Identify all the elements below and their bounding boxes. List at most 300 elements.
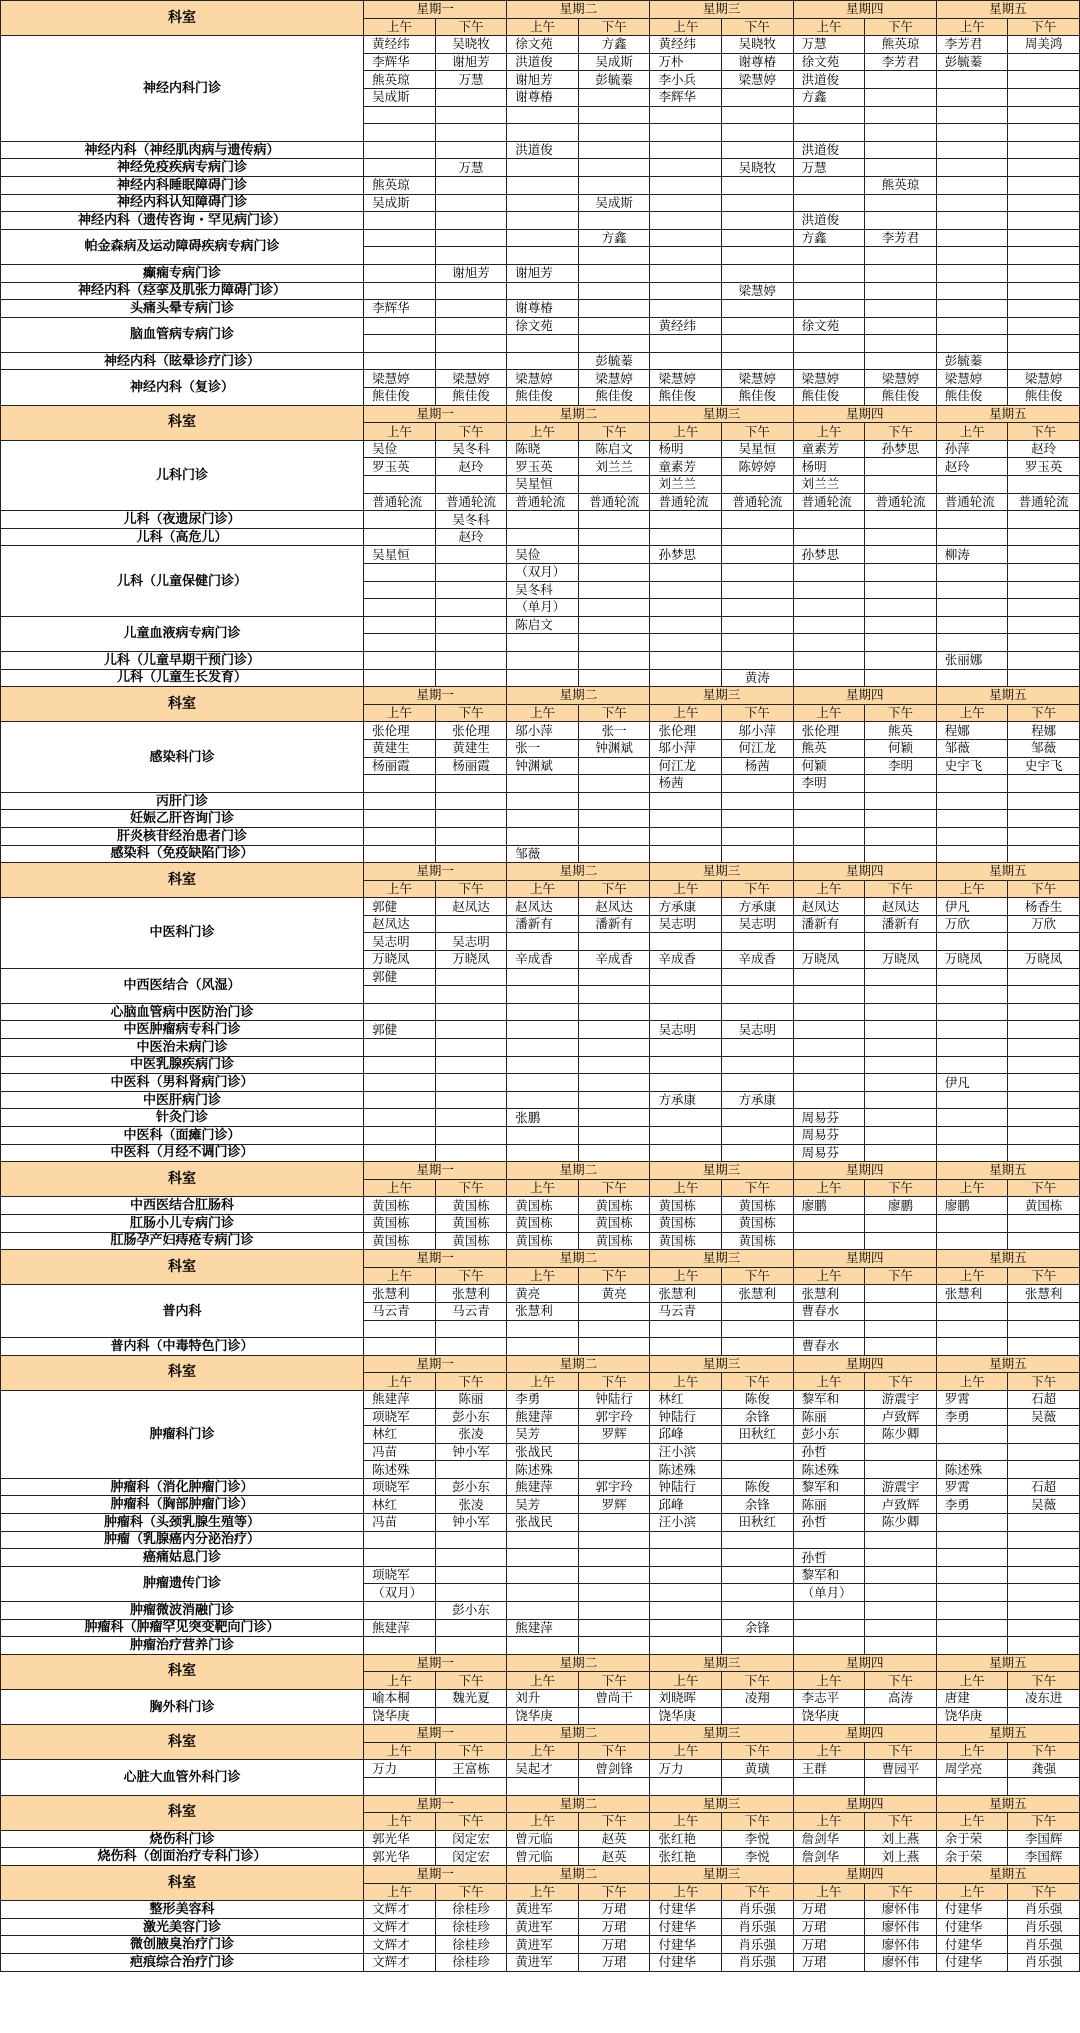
department-name: 儿童血液病专病门诊: [1, 616, 364, 651]
table-row: [1, 1232, 1080, 1250]
am-header: 上午: [364, 1883, 436, 1901]
doctor-cell: [865, 106, 937, 124]
doctor-cell: [650, 1619, 722, 1637]
doctor-cell: [435, 1707, 507, 1725]
doctor-cell: [578, 757, 650, 775]
day-header: 星期三: [650, 1725, 793, 1743]
doctor-cell: [865, 335, 937, 353]
doctor-cell: 吴薇: [1008, 1496, 1080, 1514]
doctor-cell: [793, 968, 865, 986]
day-header: 星期五: [936, 405, 1079, 423]
doctor-cell: [722, 827, 794, 845]
doctor-cell: 熊建萍: [507, 1408, 579, 1426]
doctor-cell: [650, 1338, 722, 1356]
pm-header: 下午: [578, 1267, 650, 1285]
section-header-row: [1, 687, 1080, 705]
doctor-cell: [1008, 1091, 1080, 1109]
doctor-cell: [364, 229, 436, 247]
doctor-cell: [722, 141, 794, 159]
day-header: 星期五: [936, 863, 1079, 881]
doctor-cell: [865, 1531, 937, 1549]
doctor-cell: 林红: [364, 1496, 436, 1514]
doctor-cell: [936, 124, 1008, 142]
doctor-cell: 黄国栋: [578, 1197, 650, 1215]
doctor-cell: [865, 1003, 937, 1021]
doctor-cell: [865, 845, 937, 863]
pm-header: 下午: [435, 1813, 507, 1831]
doctor-cell: 童素芳: [650, 458, 722, 476]
department-name: 神经内科（痉挛及肌张力障碍门诊）: [1, 282, 364, 300]
doctor-cell: 吴志明: [722, 915, 794, 933]
doctor-cell: 熊佳俊: [435, 388, 507, 406]
doctor-cell: [865, 1074, 937, 1092]
day-header: 星期一: [364, 863, 507, 881]
doctor-cell: 余锋: [722, 1496, 794, 1514]
doctor-cell: [435, 792, 507, 810]
doctor-cell: [578, 1127, 650, 1145]
doctor-cell: [793, 1074, 865, 1092]
doctor-cell: [364, 1777, 436, 1795]
am-header: 上午: [793, 1813, 865, 1831]
doctor-cell: [793, 581, 865, 599]
doctor-cell: [507, 352, 579, 370]
pm-header: 下午: [578, 704, 650, 722]
table-row: [1, 810, 1080, 828]
day-header: 星期一: [364, 1355, 507, 1373]
doctor-cell: 万晓凤: [435, 951, 507, 969]
department-name: 中医科（月经不调门诊）: [1, 1144, 364, 1162]
doctor-cell: 马云青: [364, 1302, 436, 1320]
doctor-cell: [936, 1302, 1008, 1320]
doctor-cell: [865, 511, 937, 529]
pm-header: 下午: [578, 1742, 650, 1760]
doctor-cell: 钟陆行: [650, 1478, 722, 1496]
doctor-cell: 吴星恒: [722, 440, 794, 458]
doctor-cell: 万晓凤: [364, 951, 436, 969]
doctor-cell: [435, 1144, 507, 1162]
doctor-cell: [793, 1003, 865, 1021]
doctor-cell: [435, 1549, 507, 1567]
department-name: 中医科（男科肾病门诊）: [1, 1074, 364, 1092]
doctor-cell: 熊英琼: [865, 36, 937, 54]
department-name: 神经内科（复诊）: [1, 370, 364, 405]
doctor-cell: [936, 300, 1008, 318]
doctor-cell: [1008, 1214, 1080, 1232]
doctor-cell: [936, 71, 1008, 89]
doctor-cell: 梁慧婷: [1008, 370, 1080, 388]
day-header: 星期一: [364, 1162, 507, 1180]
doctor-cell: [507, 1549, 579, 1567]
doctor-cell: 付建华: [650, 1936, 722, 1954]
doctor-cell: 梁慧婷: [936, 370, 1008, 388]
doctor-cell: 熊佳俊: [507, 388, 579, 406]
table-row: [1, 1936, 1080, 1954]
department-name: 整形美容科: [1, 1901, 364, 1919]
doctor-cell: [936, 1144, 1008, 1162]
department-name: 脑血管病专病门诊: [1, 317, 364, 352]
day-header: 星期二: [507, 1162, 650, 1180]
am-header: 上午: [936, 1267, 1008, 1285]
doctor-cell: 黄国栋: [578, 1214, 650, 1232]
doctor-cell: [1008, 1338, 1080, 1356]
day-header: 星期五: [936, 687, 1079, 705]
doctor-cell: [578, 651, 650, 669]
doctor-cell: 余于荣: [936, 1848, 1008, 1866]
doctor-cell: [865, 634, 937, 652]
section-header-row: [1, 1795, 1080, 1813]
doctor-cell: [578, 933, 650, 951]
doctor-cell: [722, 775, 794, 793]
doctor-cell: [650, 564, 722, 582]
doctor-cell: 邱峰: [650, 1496, 722, 1514]
table-row: [1, 36, 1080, 54]
doctor-cell: 付建华: [936, 1953, 1008, 1971]
pm-header: 下午: [722, 880, 794, 898]
doctor-cell: [865, 264, 937, 282]
doctor-cell: [1008, 71, 1080, 89]
doctor-cell: [1008, 511, 1080, 529]
doctor-cell: [364, 986, 436, 1004]
doctor-cell: [722, 986, 794, 1004]
doctor-cell: [1008, 1566, 1080, 1584]
doctor-cell: 谢尊椿: [507, 300, 579, 318]
doctor-cell: 万珺: [578, 1918, 650, 1936]
pm-header: 下午: [1008, 1883, 1080, 1901]
doctor-cell: 肖乐强: [722, 1953, 794, 1971]
doctor-cell: 黄亮: [578, 1285, 650, 1303]
doctor-cell: [1008, 1637, 1080, 1655]
doctor-cell: 张凌: [435, 1496, 507, 1514]
doctor-cell: [722, 247, 794, 265]
doctor-cell: [578, 1514, 650, 1532]
doctor-cell: 刘兰兰: [578, 458, 650, 476]
doctor-cell: [722, 212, 794, 230]
doctor-cell: [722, 1039, 794, 1057]
doctor-cell: 万慧: [435, 159, 507, 177]
doctor-cell: 梁慧婷: [507, 370, 579, 388]
doctor-cell: [865, 1777, 937, 1795]
doctor-cell: [364, 581, 436, 599]
department-name: 烧伤科门诊: [1, 1830, 364, 1848]
doctor-cell: [650, 1584, 722, 1602]
department-name: 儿科门诊: [1, 440, 364, 510]
doctor-cell: [865, 212, 937, 230]
doctor-cell: [364, 1338, 436, 1356]
doctor-cell: [865, 1109, 937, 1127]
doctor-cell: 李芳君: [865, 53, 937, 71]
doctor-cell: [507, 1531, 579, 1549]
doctor-cell: 刘升: [507, 1690, 579, 1708]
doctor-cell: [578, 986, 650, 1004]
doctor-cell: 潘新有: [793, 915, 865, 933]
doctor-cell: 普通轮流: [507, 493, 579, 511]
doctor-cell: 张一: [578, 722, 650, 740]
doctor-cell: 郭宇玲: [578, 1408, 650, 1426]
day-header: 星期二: [507, 1355, 650, 1373]
doctor-cell: 周学亮: [936, 1760, 1008, 1778]
doctor-cell: [936, 564, 1008, 582]
table-row: [1, 1338, 1080, 1356]
department-name: 心脏大血管外科门诊: [1, 1760, 364, 1795]
doctor-cell: [936, 511, 1008, 529]
doctor-cell: 张红艳: [650, 1830, 722, 1848]
doctor-cell: 吴薇: [1008, 1408, 1080, 1426]
doctor-cell: [650, 1549, 722, 1567]
am-header: 上午: [507, 18, 579, 36]
doctor-cell: 徐文苑: [793, 53, 865, 71]
doctor-cell: 付建华: [936, 1901, 1008, 1919]
doctor-cell: 伊凡: [936, 1074, 1008, 1092]
doctor-cell: 刘兰兰: [650, 476, 722, 494]
pm-header: 下午: [722, 1883, 794, 1901]
doctor-cell: 梁慧婷: [722, 282, 794, 300]
pm-header: 下午: [1008, 704, 1080, 722]
doctor-cell: [507, 792, 579, 810]
doctor-cell: [435, 1127, 507, 1145]
doctor-cell: 孙哲: [793, 1514, 865, 1532]
day-header: 星期五: [936, 1250, 1079, 1268]
am-header: 上午: [650, 1179, 722, 1197]
section-header-row: [1, 1355, 1080, 1373]
table-row: [1, 898, 1080, 916]
am-header: 上午: [364, 880, 436, 898]
doctor-cell: [578, 810, 650, 828]
doctor-cell: 冯苗: [364, 1443, 436, 1461]
doctor-cell: 万珺: [793, 1953, 865, 1971]
doctor-cell: 黄国栋: [435, 1214, 507, 1232]
doctor-cell: 郭光华: [364, 1848, 436, 1866]
pm-header: 下午: [722, 18, 794, 36]
doctor-cell: [936, 599, 1008, 617]
day-header: 星期三: [650, 1250, 793, 1268]
doctor-cell: 项晓军: [364, 1408, 436, 1426]
table-row: [1, 1602, 1080, 1620]
doctor-cell: 孙梦思: [865, 440, 937, 458]
doctor-cell: 吴成斯: [578, 53, 650, 71]
doctor-cell: 钟陆行: [578, 1390, 650, 1408]
doctor-cell: [865, 581, 937, 599]
doctor-cell: 陈丽: [435, 1390, 507, 1408]
doctor-cell: [435, 1777, 507, 1795]
doctor-cell: [364, 599, 436, 617]
day-header: 星期五: [936, 1725, 1079, 1743]
doctor-cell: 冯苗: [364, 1514, 436, 1532]
doctor-cell: [1008, 300, 1080, 318]
department-name: 中医治未病门诊: [1, 1039, 364, 1057]
doctor-cell: [578, 1091, 650, 1109]
am-header: 上午: [936, 1373, 1008, 1391]
doctor-cell: [507, 528, 579, 546]
department-name: 肿瘤微波消融门诊: [1, 1602, 364, 1620]
pm-header: 下午: [722, 1672, 794, 1690]
doctor-cell: [1008, 1056, 1080, 1074]
doctor-cell: 张慧利: [722, 1285, 794, 1303]
table-row: [1, 1848, 1080, 1866]
doctor-cell: 曹园平: [865, 1760, 937, 1778]
doctor-cell: 谢尊椿: [507, 88, 579, 106]
doctor-cell: [507, 1091, 579, 1109]
am-header: 上午: [936, 18, 1008, 36]
doctor-cell: 马云青: [650, 1302, 722, 1320]
department-name: 针灸门诊: [1, 1109, 364, 1127]
am-header: 上午: [507, 704, 579, 722]
doctor-cell: 廖怀伟: [865, 1918, 937, 1936]
department-name: 中医科（面瘫门诊）: [1, 1127, 364, 1145]
doctor-cell: 廖鹏: [865, 1197, 937, 1215]
doctor-cell: 饶华庚: [364, 1707, 436, 1725]
doctor-cell: 林红: [364, 1426, 436, 1444]
department-name: 神经内科（神经肌肉病与遗传病）: [1, 141, 364, 159]
doctor-cell: [936, 1214, 1008, 1232]
doctor-cell: [793, 599, 865, 617]
doctor-cell: [507, 212, 579, 230]
doctor-cell: [1008, 106, 1080, 124]
doctor-cell: [722, 1320, 794, 1338]
doctor-cell: [865, 1584, 937, 1602]
table-row: [1, 1197, 1080, 1215]
doctor-cell: [578, 1619, 650, 1637]
doctor-cell: [936, 159, 1008, 177]
doctor-cell: [650, 264, 722, 282]
day-header: 星期四: [793, 1795, 936, 1813]
doctor-cell: [936, 229, 1008, 247]
table-row: [1, 1531, 1080, 1549]
doctor-cell: 普通轮流: [364, 493, 436, 511]
day-header: 星期三: [650, 687, 793, 705]
doctor-cell: [722, 1127, 794, 1145]
doctor-cell: 李勇: [936, 1408, 1008, 1426]
department-name: 中医科门诊: [1, 898, 364, 968]
day-header: 星期一: [364, 687, 507, 705]
doctor-cell: [364, 1531, 436, 1549]
doctor-cell: [507, 194, 579, 212]
doctor-cell: 杨丽霞: [364, 757, 436, 775]
doctor-cell: 张慧利: [435, 1285, 507, 1303]
doctor-cell: [364, 141, 436, 159]
doctor-cell: [435, 546, 507, 564]
am-header: 上午: [793, 1373, 865, 1391]
am-header: 上午: [650, 1672, 722, 1690]
doctor-cell: [650, 194, 722, 212]
doctor-cell: [435, 1619, 507, 1637]
doctor-cell: 赵英: [578, 1830, 650, 1848]
doctor-cell: [578, 1039, 650, 1057]
doctor-cell: 凌东进: [1008, 1690, 1080, 1708]
pm-header: 下午: [722, 1179, 794, 1197]
doctor-cell: 李志平: [793, 1690, 865, 1708]
doctor-cell: 辛成香: [578, 951, 650, 969]
doctor-cell: 吴晓牧: [722, 159, 794, 177]
doctor-cell: [435, 1003, 507, 1021]
doctor-cell: 吴冬科: [435, 511, 507, 529]
doctor-cell: 方鑫: [793, 229, 865, 247]
doctor-cell: 陈述殊: [793, 1461, 865, 1479]
doctor-cell: [722, 1777, 794, 1795]
doctor-cell: 万慧: [435, 71, 507, 89]
doctor-cell: 廖怀伟: [865, 1936, 937, 1954]
doctor-cell: [936, 669, 1008, 687]
doctor-cell: [1008, 1074, 1080, 1092]
doctor-cell: 詹剑华: [793, 1848, 865, 1866]
department-name: 感染科（免疫缺陷门诊）: [1, 845, 364, 863]
department-name: 肛肠小儿专病门诊: [1, 1214, 364, 1232]
doctor-cell: [722, 968, 794, 986]
doctor-cell: 曹春水: [793, 1338, 865, 1356]
doctor-cell: 吴志明: [435, 933, 507, 951]
doctor-cell: 余锋: [722, 1619, 794, 1637]
doctor-cell: [435, 247, 507, 265]
table-row: [1, 1690, 1080, 1708]
doctor-cell: 黎军和: [793, 1390, 865, 1408]
doctor-cell: [650, 599, 722, 617]
doctor-cell: [507, 247, 579, 265]
department-name: 肿瘤科（消化肿瘤门诊）: [1, 1478, 364, 1496]
doctor-cell: 林红: [650, 1390, 722, 1408]
doctor-cell: 黄经纬: [650, 317, 722, 335]
department-name: 肿瘤科（肿瘤罕见突变靶向门诊）: [1, 1619, 364, 1637]
doctor-cell: [1008, 1302, 1080, 1320]
doctor-cell: 李芳君: [936, 36, 1008, 54]
pm-header: 下午: [1008, 880, 1080, 898]
doctor-cell: [578, 1109, 650, 1127]
doctor-cell: 黄国栋: [722, 1232, 794, 1250]
doctor-cell: 赵凤达: [507, 898, 579, 916]
pm-header: 下午: [865, 18, 937, 36]
day-header: 星期四: [793, 1250, 936, 1268]
doctor-cell: [936, 476, 1008, 494]
department-name: 妊娠乙肝咨询门诊: [1, 810, 364, 828]
doctor-cell: [578, 1602, 650, 1620]
doctor-cell: 方鑫: [793, 88, 865, 106]
doctor-cell: [578, 528, 650, 546]
am-header: 上午: [650, 1267, 722, 1285]
doctor-cell: 文辉才: [364, 1936, 436, 1954]
doctor-cell: [865, 599, 937, 617]
doctor-cell: [650, 616, 722, 634]
table-row: [1, 792, 1080, 810]
table-row: [1, 1637, 1080, 1655]
doctor-cell: 黄国栋: [435, 1197, 507, 1215]
am-header: 上午: [793, 1742, 865, 1760]
doctor-cell: [435, 1074, 507, 1092]
department-name: 丙肝门诊: [1, 792, 364, 810]
day-header: 星期一: [364, 1654, 507, 1672]
doctor-cell: [722, 300, 794, 318]
am-header: 上午: [650, 1883, 722, 1901]
doctor-cell: 黄国栋: [650, 1197, 722, 1215]
doctor-cell: [1008, 476, 1080, 494]
doctor-cell: [865, 1285, 937, 1303]
doctor-cell: [650, 106, 722, 124]
doctor-cell: 张红艳: [650, 1848, 722, 1866]
doctor-cell: [722, 845, 794, 863]
table-row: [1, 1039, 1080, 1057]
day-header: 星期二: [507, 405, 650, 423]
doctor-cell: [364, 827, 436, 845]
doctor-cell: [936, 335, 1008, 353]
pm-header: 下午: [1008, 18, 1080, 36]
doctor-cell: [865, 124, 937, 142]
doctor-cell: 高涛: [865, 1690, 937, 1708]
doctor-cell: 张伦理: [793, 722, 865, 740]
section-header-row: [1, 1865, 1080, 1883]
department-name: 癌痛姑息门诊: [1, 1549, 364, 1567]
table-row: [1, 546, 1080, 564]
doctor-cell: [722, 564, 794, 582]
day-header: 星期四: [793, 1865, 936, 1883]
doctor-cell: 普通轮流: [722, 493, 794, 511]
table-row: [1, 616, 1080, 634]
